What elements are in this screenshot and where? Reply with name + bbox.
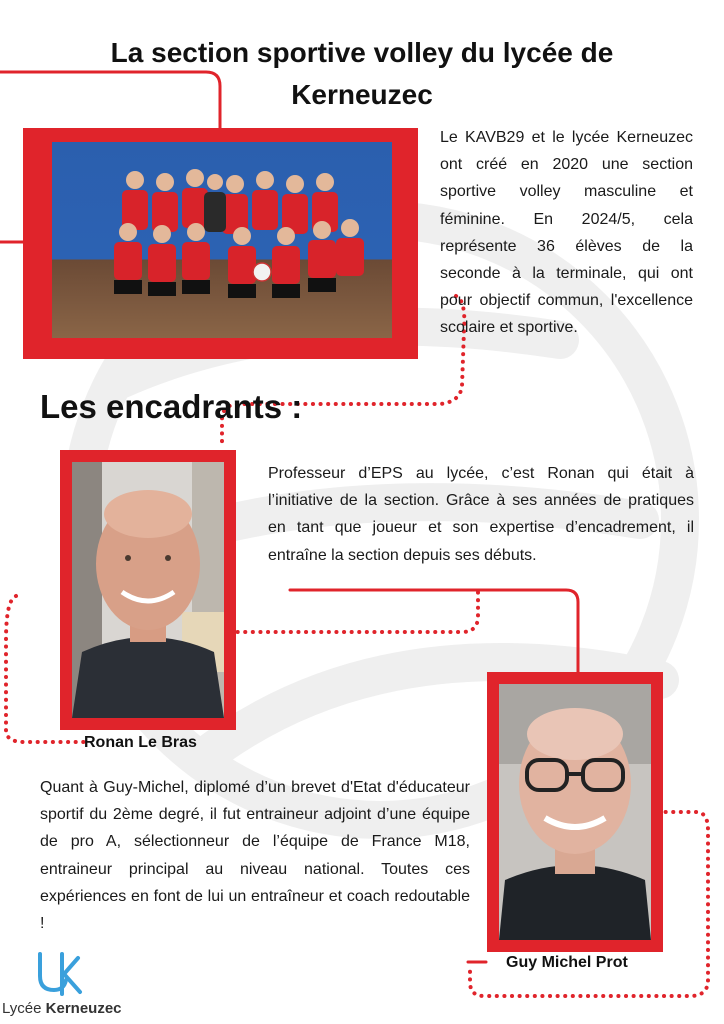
coach-2-description: Quant à Guy-Michel, diplomé d’un brevet d'Etat d'éducateur sportif du 2ème degré, il fut entraineur adjoint d’une équipe de pro A, sélectionneur de l’équipe de France M18, entraineur principal au niveau national. Toutes ces expériences en font de lui un entraîneur et coach redoutable !	[40, 779, 470, 933]
coach-1-photo	[72, 462, 224, 718]
dotted-connector-3	[230, 592, 478, 632]
coach-2-name: Guy Michel Prot	[506, 954, 628, 971]
coach-1-description: Professeur d’EPS au lycée, c’est Ronan qui était à l’initiative de la section. Grâce à ses années de pratiques en tant que joueur et son expertise d’encadrement, il entraîne la section depuis ses débuts.	[268, 465, 694, 564]
intro-text: Le KAVB29 et le lycée Kerneuzec ont créé en 2020 une section sportive volley masculine et féminine. En 2024/5, cela représente 36 élèves de la seconde à la terminale, qui ont pour objectif commun, l'excellence scolaire et sportive.	[440, 129, 693, 337]
team-photo	[52, 142, 392, 338]
team-players-illustration	[52, 142, 392, 338]
logo-text-light: Lycée	[2, 1000, 42, 1017]
logo-text-bold: Kerneuzec	[45, 1000, 122, 1017]
coach-1-name: Ronan Le Bras	[84, 734, 197, 751]
coach-2-photo	[499, 684, 651, 940]
school-logo	[0, 950, 130, 1024]
coach-2-portrait-illustration	[499, 684, 651, 940]
page-title: La section sportive volley du lycée de Kerneuzec	[110, 37, 614, 110]
logo-mark-icon	[34, 950, 94, 1000]
coach-1-portrait-illustration	[72, 462, 224, 718]
section-heading: Les encadrants :	[40, 388, 303, 425]
logo-text	[2, 1000, 122, 1017]
